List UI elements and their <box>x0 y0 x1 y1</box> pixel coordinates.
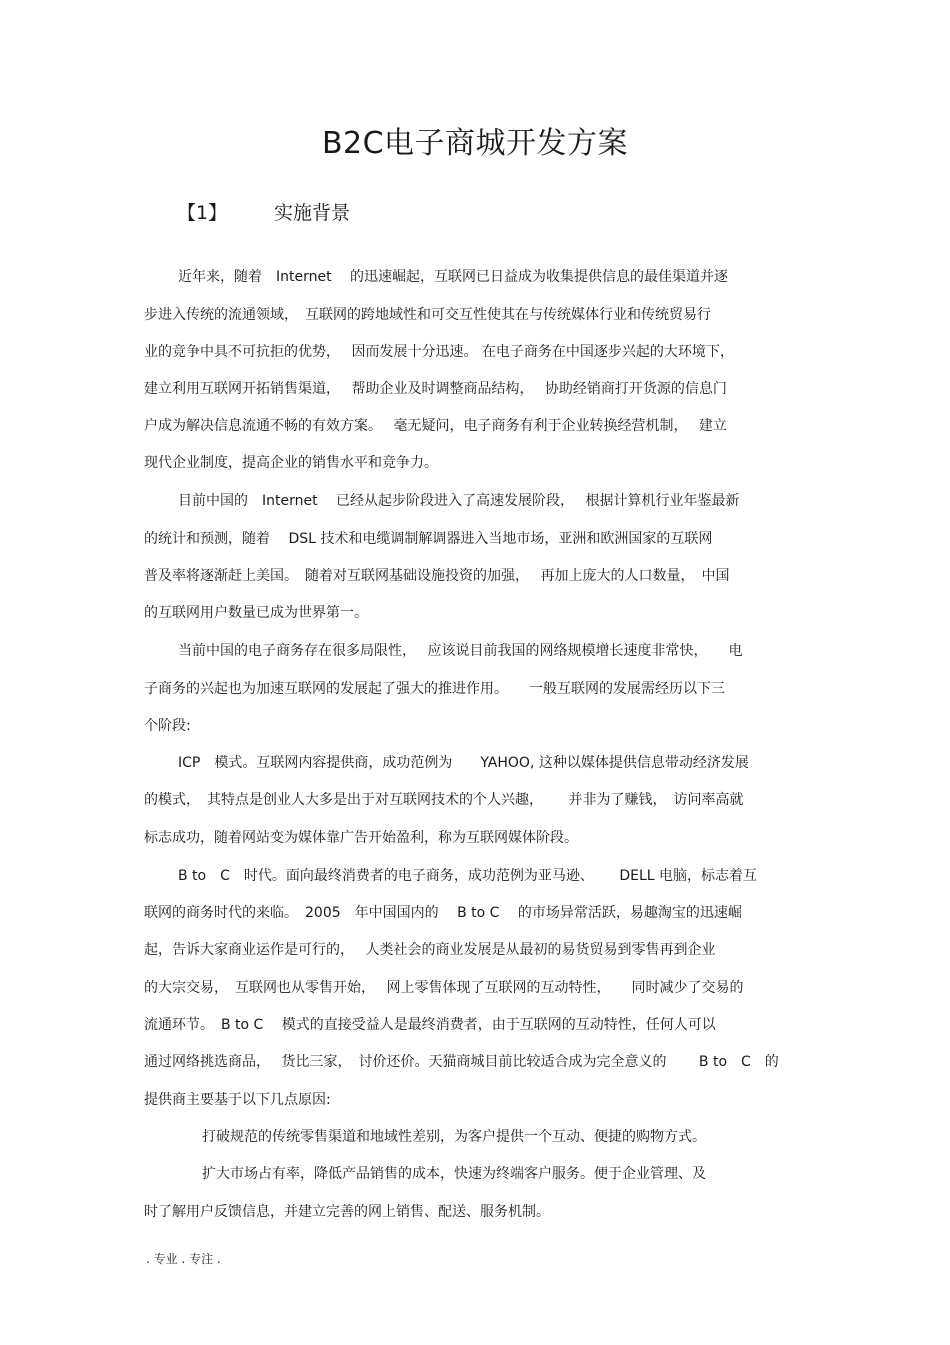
section-number: 【1】 <box>177 202 228 224</box>
text-line: 通过网络挑选商品， 货比三家， 讨价还价。天猫商城目前比较适合成为完全意义的 B to C 的 <box>144 1054 779 1070</box>
text-line: 时了解用户反馈信息，并建立完善的网上销售、配送、服务机制。 <box>144 1204 550 1220</box>
text-line: 提供商主要基于以下几点原因: <box>144 1092 331 1108</box>
section-title: 实施背景 <box>274 202 351 224</box>
page-footer: . 专业 . 专注 . <box>146 1252 221 1266</box>
text-line: 起，告诉大家商业运作是可行的， 人类社会的商业发展是从最初的易货贸易到零售再到企业 <box>144 942 716 958</box>
text-line: 业的竞争中具不可抗拒的优势， 因而发展十分迅速。 在电子商务在中国逐步兴起的大环境下， <box>144 344 734 360</box>
text-line: 扩大市场占有率，降低产品销售的成本，快速为终端客户服务。便于企业管理、及 <box>202 1166 706 1182</box>
text-line: 联网的商务时代的来临。 2005 年中国国内的 B to C 的市场异常活跃，易趣淘宝的迅速崛 <box>144 905 742 921</box>
text-line: 个阶段: <box>144 718 191 734</box>
text-line: 户成为解决信息流通不畅的有效方案。 毫无疑问，电子商务有利于企业转换经营机制， 建立 <box>144 418 727 434</box>
text-line: 子商务的兴起也为加速互联网的发展起了强大的推进作用。 一般互联网的发展需经历以下三 <box>144 681 725 697</box>
text-line: 近年来，随着 Internet 的迅速崛起，互联网已日益成为收集提供信息的最佳渠道并逐 <box>178 269 729 285</box>
text-line: 的大宗交易， 互联网也从零售开始， 网上零售体现了互联网的互动特性， 同时减少了交易的 <box>144 980 744 996</box>
document-title: B2C电子商城开发方案 <box>321 126 629 161</box>
text-line: 普及率将逐渐赶上美国。 随着对互联网基础设施投资的加强， 再加上庞大的人口数量， 中国 <box>144 568 730 584</box>
text-line: 当前中国的电子商务存在很多局限性， 应该说目前我国的网络规模增长速度非常快， 电 <box>178 643 743 659</box>
text-line: 打破规范的传统零售渠道和地域性差别，为客户提供一个互动、便捷的购物方式。 <box>202 1129 706 1145</box>
text-line: 的互联网用户数量已成为世界第一。 <box>144 605 368 621</box>
text-line: 流通环节。 B to C 模式的直接受益人是最终消费者，由于互联网的互动特性，任何人可以 <box>144 1017 716 1033</box>
text-line: 的统计和预测，随着 DSL 技术和电缆调制解调器进入当地市场，亚洲和欧洲国家的互联网 <box>144 531 713 547</box>
text-line: 步进入传统的流通领域， 互联网的跨地域性和可交互性使其在与传统媒体行业和传统贸易行 <box>144 307 711 323</box>
text-line: 标志成功，随着网站变为媒体靠广告开始盈利，称为互联网媒体阶段。 <box>144 830 578 846</box>
text-line: 建立利用互联网开拓销售渠道， 帮助企业及时调整商品结构， 协助经销商打开货源的信息门 <box>144 381 727 397</box>
text-line: B to C 时代。面向最终消费者的电子商务，成功范例为亚马逊、 DELL 电脑，标志着互 <box>178 868 758 884</box>
text-line: 现代企业制度，提高企业的销售水平和竞争力。 <box>144 455 438 471</box>
text-line: ICP 模式。互联网内容提供商，成功范例为 YAHOO, 这种以媒体提供信息带动经济发展 <box>178 755 749 771</box>
section-heading <box>177 198 350 228</box>
text-line: 目前中国的 Internet 已经从起步阶段进入了高速发展阶段， 根据计算机行业年鉴最新 <box>178 493 740 509</box>
text-line: 的模式， 其特点是创业人大多是出于对互联网技术的个人兴趣， 并非为了赚钱， 访问率高就 <box>144 792 744 808</box>
